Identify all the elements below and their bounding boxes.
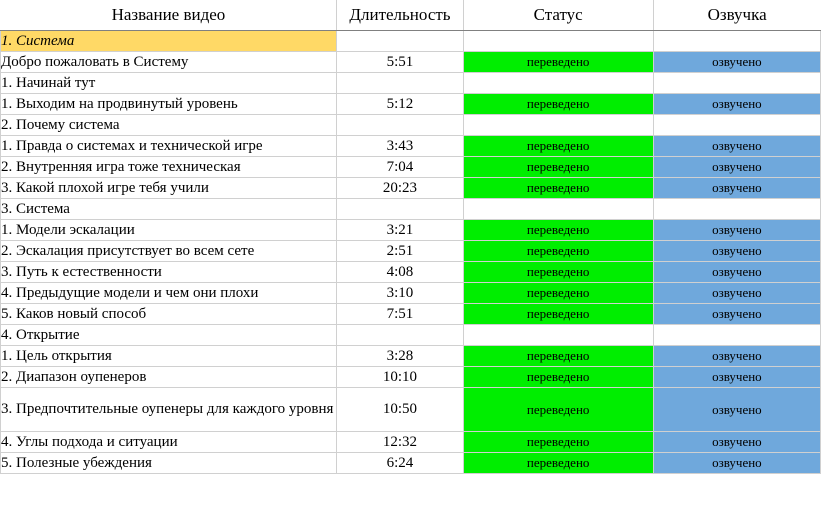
- status-badge: переведено: [463, 262, 653, 283]
- video-title: 1. Правда о системах и технической игре: [1, 136, 337, 157]
- table-row: [1, 262, 821, 283]
- video-duration: [337, 31, 463, 52]
- table-body: [1, 31, 821, 474]
- video-duration: [337, 199, 463, 220]
- table-row: [1, 136, 821, 157]
- video-title: Добро пожаловать в Систему: [1, 52, 337, 73]
- video-title: 1. Модели эскалации: [1, 220, 337, 241]
- voice-badge: озвучено: [653, 453, 820, 474]
- video-duration: 3:21: [337, 220, 463, 241]
- voice-badge: озвучено: [653, 262, 820, 283]
- video-duration: 7:51: [337, 304, 463, 325]
- voice-badge: озвучено: [653, 220, 820, 241]
- status-badge: переведено: [463, 388, 653, 432]
- video-duration: 5:51: [337, 52, 463, 73]
- status-badge: переведено: [463, 241, 653, 262]
- video-duration: 10:50: [337, 388, 463, 432]
- section-title: 1. Система: [1, 31, 337, 52]
- voice-badge: [653, 325, 820, 346]
- video-title: 5. Полезные убеждения: [1, 453, 337, 474]
- status-badge: [463, 31, 653, 52]
- voice-badge: [653, 115, 820, 136]
- video-duration: 4:08: [337, 262, 463, 283]
- video-duration: 10:10: [337, 367, 463, 388]
- status-badge: переведено: [463, 367, 653, 388]
- status-badge: [463, 115, 653, 136]
- table-row: [1, 241, 821, 262]
- table-row: [1, 346, 821, 367]
- section-title: 3. Система: [1, 199, 337, 220]
- table-header-row: [1, 0, 821, 31]
- video-duration: 5:12: [337, 94, 463, 115]
- video-title: 1. Выходим на продвинутый уровень: [1, 94, 337, 115]
- voice-badge: озвучено: [653, 283, 820, 304]
- voice-badge: озвучено: [653, 388, 820, 432]
- video-duration: 20:23: [337, 178, 463, 199]
- video-duration: [337, 115, 463, 136]
- table-row: [1, 283, 821, 304]
- status-badge: переведено: [463, 220, 653, 241]
- table-row: [1, 304, 821, 325]
- column-header-status: Статус: [463, 0, 653, 31]
- video-duration: 3:10: [337, 283, 463, 304]
- video-duration: 12:32: [337, 432, 463, 453]
- video-title: 4. Углы подхода и ситуации: [1, 432, 337, 453]
- table-row: [1, 388, 821, 432]
- table-row: [1, 94, 821, 115]
- video-title: 5. Каков новый способ: [1, 304, 337, 325]
- voice-badge: озвучено: [653, 304, 820, 325]
- video-title: 3. Какой плохой игре тебя учили: [1, 178, 337, 199]
- status-badge: переведено: [463, 136, 653, 157]
- status-badge: переведено: [463, 283, 653, 304]
- video-title: 3. Путь к естественности: [1, 262, 337, 283]
- status-badge: переведено: [463, 304, 653, 325]
- status-badge: переведено: [463, 52, 653, 73]
- voice-badge: озвучено: [653, 346, 820, 367]
- status-badge: переведено: [463, 346, 653, 367]
- video-duration: 2:51: [337, 241, 463, 262]
- status-badge: переведено: [463, 178, 653, 199]
- section-row: [1, 31, 821, 52]
- video-duration: 3:43: [337, 136, 463, 157]
- status-badge: переведено: [463, 157, 653, 178]
- video-title: 2. Диапазон оупенеров: [1, 367, 337, 388]
- video-title: 2. Эскалация присутствует во всем сете: [1, 241, 337, 262]
- status-badge: [463, 325, 653, 346]
- video-title: 3. Предпочтительные оупенеры для каждого уровня: [1, 388, 337, 432]
- video-duration: 3:28: [337, 346, 463, 367]
- video-duration: 7:04: [337, 157, 463, 178]
- table-row: [1, 157, 821, 178]
- section-title: 4. Открытие: [1, 325, 337, 346]
- video-duration: [337, 73, 463, 94]
- video-title: 2. Внутренняя игра тоже техническая: [1, 157, 337, 178]
- section-title: 2. Почему система: [1, 115, 337, 136]
- video-title: 1. Цель открытия: [1, 346, 337, 367]
- section-title: 1. Начинай тут: [1, 73, 337, 94]
- voice-badge: озвучено: [653, 52, 820, 73]
- voice-badge: [653, 31, 820, 52]
- voice-badge: озвучено: [653, 178, 820, 199]
- voice-badge: озвучено: [653, 136, 820, 157]
- column-header-title: Название видео: [1, 0, 337, 31]
- table-row: [1, 432, 821, 453]
- voice-badge: озвучено: [653, 432, 820, 453]
- status-badge: [463, 73, 653, 94]
- section-row: [1, 115, 821, 136]
- table-row: [1, 220, 821, 241]
- voice-badge: озвучено: [653, 157, 820, 178]
- section-row: [1, 325, 821, 346]
- voice-badge: [653, 73, 820, 94]
- voice-badge: озвучено: [653, 241, 820, 262]
- status-badge: переведено: [463, 432, 653, 453]
- status-badge: переведено: [463, 453, 653, 474]
- voice-badge: озвучено: [653, 94, 820, 115]
- status-badge: [463, 199, 653, 220]
- video-title: 4. Предыдущие модели и чем они плохи: [1, 283, 337, 304]
- table-row: [1, 178, 821, 199]
- status-badge: переведено: [463, 94, 653, 115]
- column-header-duration: Длительность: [337, 0, 463, 31]
- column-header-voice: Озвучка: [653, 0, 820, 31]
- section-row: [1, 199, 821, 220]
- table-row: [1, 52, 821, 73]
- voice-badge: [653, 199, 820, 220]
- video-duration: [337, 325, 463, 346]
- table-row: [1, 367, 821, 388]
- video-duration: 6:24: [337, 453, 463, 474]
- voice-badge: озвучено: [653, 367, 820, 388]
- section-row: [1, 73, 821, 94]
- table-row: [1, 453, 821, 474]
